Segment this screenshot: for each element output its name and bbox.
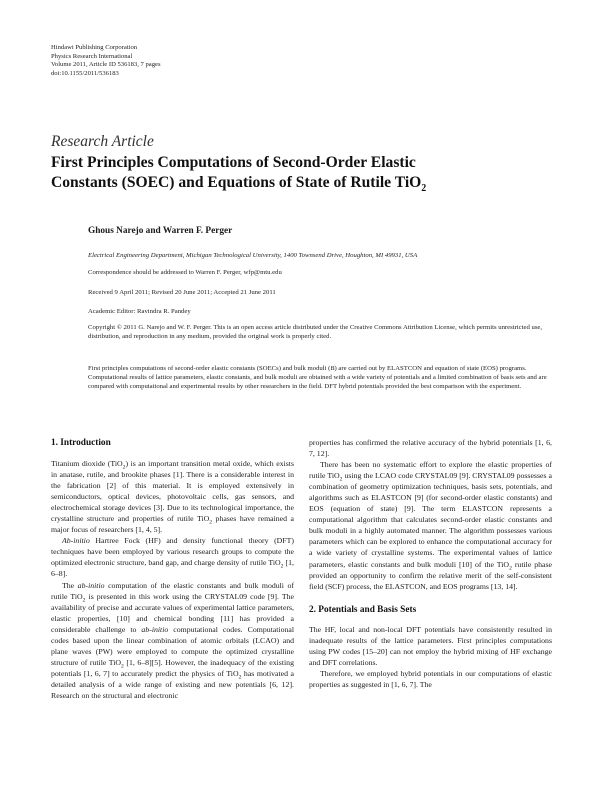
section-heading-introduction: 1. Introduction: [51, 438, 111, 448]
section-heading-potentials: 2. Potentials and Basis Sets: [309, 604, 417, 615]
correspondence: Correspondence should be addressed to Warren F. Perger, wfp@mtu.edu: [88, 269, 282, 276]
intro-paragraph-1: Titanium dioxide (TiO$_2$) is an important transition metal oxide, which exists in anatase, rutile, and brookite phases [1]. There is a considerable interest in the fabrication [2] of this material. It is employed extensively in semiconductors, optical devices, photovoltaic cells, gas sensors, and electrochemical storage devices [3]. Due to its technological importance, the crystalline structure and properties of rutile TiO$_2$ phases have remained a major focus of researchers [1, 4, 5].: [51, 459, 294, 535]
article-title: [51, 153, 571, 198]
academic-editor: Academic Editor: Ravindra R. Pandey: [88, 308, 191, 315]
title-line-2: Constants (SOEC) and Equations of State of Rutile TiO$_2$: [51, 173, 427, 194]
intro-paragraph-3: The ab-initio computation of the elastic constants and bulk moduli of rutile TiO$_2$ is presented in this work using the CRYSTAL09 code [9]. The availability of precise and accurate values of experimental lattice parameters, elastic properties, [10] and chemical bonding [11] has provided a considerable challenge to ab-initio computational codes. Computational codes based upon the linear combination of atomic orbitals (LCAO) and plane waves (PW) were employed to compute the optimized crystalline structure of rutile TiO$_2$ [1, 6–8][5]. However, the inadequacy of the existing potentials [1, 6, 7] to accurately predict the physics of TiO$_2$ has motivated a detailed analysis of a wide range of existing and new potentials [6, 12]. Research on the structural and electronic: [51, 580, 295, 700]
intro-paragraph-2: Ab-initio Hartree Fock (HF) and density functional theory (DFT) techniques have been employed by various research groups to compute the optimized electronic structure, band gap, and charge density of rutile TiO$_2$ [1, 6–8].: [51, 536, 294, 579]
left-column: [51, 437, 294, 701]
title-line-1: First Principles Computations of Second-Order Elastic: [51, 154, 416, 171]
article-type: Research Article: [51, 133, 154, 150]
authors: Ghous Narejo and Warren F. Perger: [88, 226, 233, 236]
right-column: [309, 437, 552, 690]
publisher: Hindawi Publishing Corporation: [51, 44, 138, 51]
intro-paragraph-4: There has been no systematic effort to explore the elastic properties of rutile TiO$_2$ using the LCAO code CRYSTAL09 [9]. CRYSTAL09 possesses a combination of geometry optimization techniques, basis sets, potentials, and algorithms such as ELASTCON [9] (for second-order elastic constants) and EOS (equation of state) [9]. The term ELASTCON represents a computational algorithm that calculates second-order elastic constants and bulk moduli in a highly automated manner. The algorithm possesses various parameters which can be explored to enhance the computational accuracy for a wide variety of crystalline systems. The experimental values of lattice parameters, elastic constants and bulk moduli [10] of the TiO$_2$ rutile phase provided an opportunity to confirm the relative merit of the self-consistent field (SCF) process, the ELASTCON, and EOS programs [13, 14].: [309, 460, 552, 591]
intro-paragraph-3-continued: properties has confirmed the relative accuracy of the hybrid potentials [1, 6, 7, 12].: [309, 438, 552, 459]
potentials-paragraph-1: The HF, local and non-local DFT potentials have consistently resulted in inadequate results of the lattice parameters. First principles computations using PW codes [15–20] can not employ the hybrid mixing of HF exchange and DFT correlations.: [309, 624, 552, 667]
volume-info: Volume 2011, Article ID 536183, 7 pages: [51, 61, 161, 69]
journal-name: Physics Research International: [51, 52, 133, 60]
publication-info: [51, 44, 161, 78]
abstract: First principles computations of second-order elastic constants (SOECs) and bulk moduli (B) are carried out by ELASTCON and equation of state (EOS) programs. Computational results of lattice parameters, elastic constants, and bulk moduli are obtained with a wide variety of potentials and a limited combination of basis sets and are compared with computational and experimental results by other researchers in the field. DFT hybrid potentials provided the best comparison with the experiment.: [88, 365, 547, 391]
copyright: Copyright © 2011 G. Narejo and W. F. Perger. This is an open access article distributed under the Creative Commons Attribution License, which permits unrestricted use, distribution, and reproduction in any medium, provided the original work is properly cited.: [88, 324, 543, 341]
potentials-paragraph-2: Therefore, we employed hybrid potentials in our computations of elastic properties as suggested in [1, 6, 7]. The: [309, 668, 552, 689]
doi[interactable]: doi:10.1155/2011/536183: [51, 69, 119, 77]
affiliation: Electrical Engineering Department, Michigan Technological University, 1400 Townsend Drive, Houghton, MI 49931, USA: [88, 252, 418, 259]
article-dates: Received 9 April 2011; Revised 20 June 2011; Accepted 21 June 2011: [88, 289, 276, 296]
